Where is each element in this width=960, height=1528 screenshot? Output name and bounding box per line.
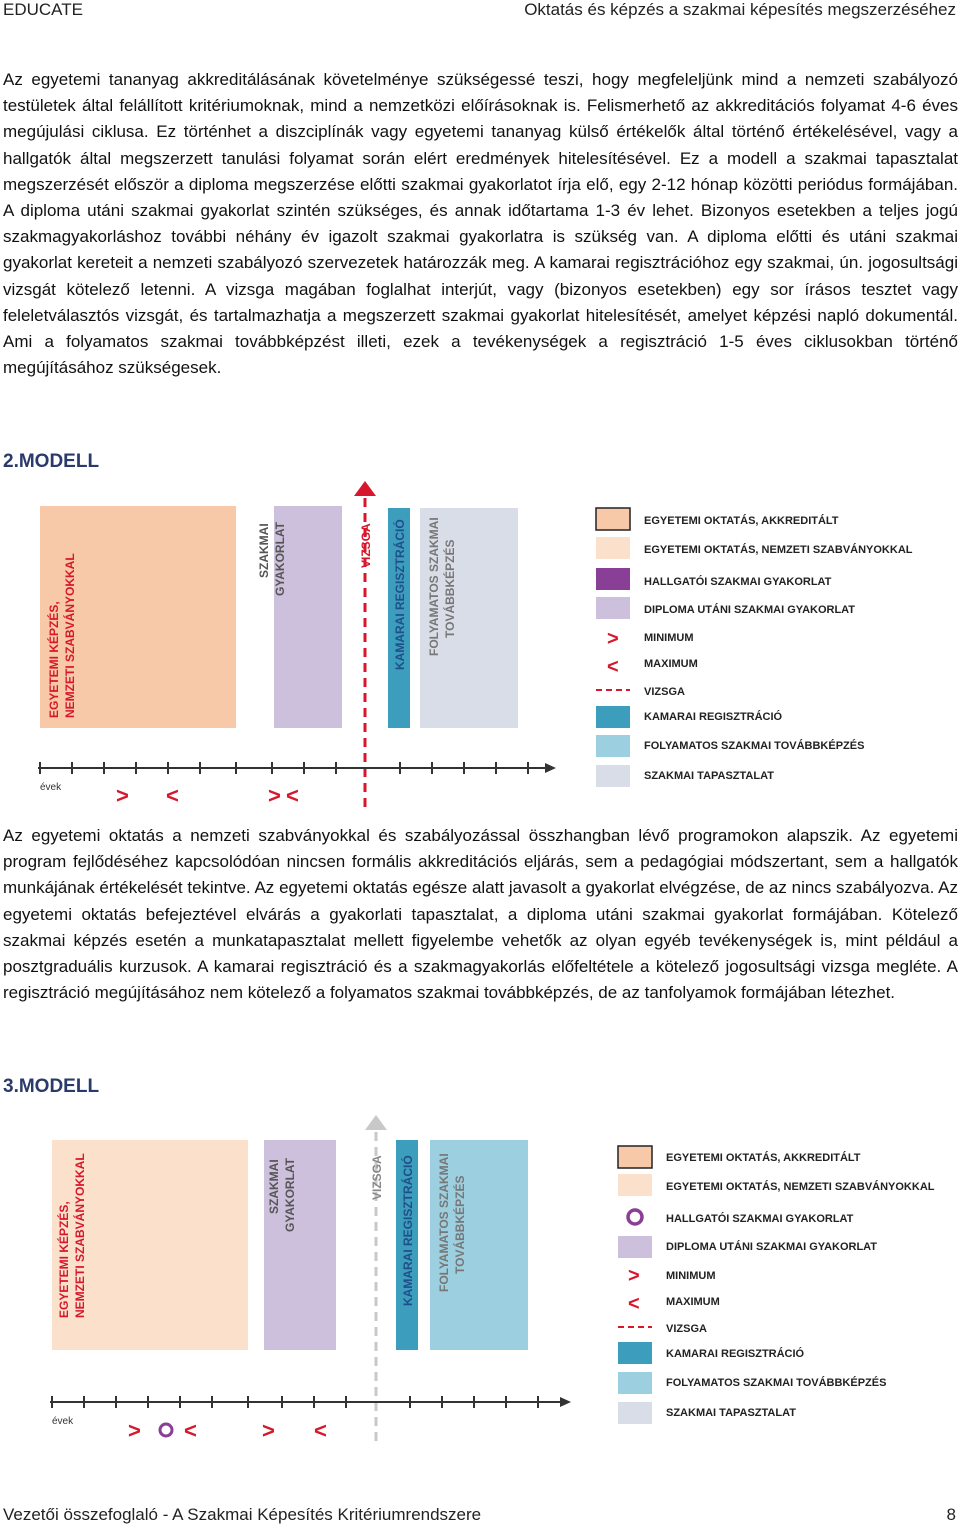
minimum-mark: > <box>116 783 129 808</box>
maximum-mark: < <box>286 783 299 808</box>
practice-label-2: GYAKORLAT <box>273 521 287 596</box>
legend-swatch-post-diploma <box>596 597 630 619</box>
header-right: Oktatás és képzés a szakmai képesítés megszerzéséhez <box>524 0 956 19</box>
cpd-label-1: FOLYAMATOS SZAKMAI <box>437 1153 451 1292</box>
legend-item: EGYETEMI OKTATÁS, AKKREDITÁLT <box>644 515 839 527</box>
legend-swatch-student-practice <box>596 568 630 590</box>
maximum-mark: < <box>166 783 179 808</box>
paragraph-2: Az egyetemi oktatás a nemzeti szabványokkal és szabályozással összhangban lévő programokon alapszik. Az egyetemi program fejlődéséhez kapcsolódóan nincsen formális akkreditációs eljárás, sem a pedagógiai módszertant, sem a hallgatók munkájának értékelését tekintve. Az egyetemi oktatás egésze alatt javasolt a gyakorlat elvégzése, de az nincs szabályozva. Az egyetemi oktatás befejeztével elvárás a gyakorlati tapasztalat, a diploma utáni szakmai gyakorlat formájában. Kötelező szakmai képzés esetén a munkatapasztalat mellett figyelembe vehetők az olyan egyéb tevékenységek is, mint például a posztgraduális kurzusok. A kamarai regisztráció és a szakmagyakorlás előfeltétele a kötelező jogosultsági vizsga megléte. A regisztráció megújításához nem kötelező a folyamatos szakmai továbbképzés, de az tanfolyamok formájában létezhet. <box>3 826 958 1003</box>
registration-label: KAMARAI REGISZTRÁCIÓ <box>401 1155 415 1306</box>
legend-item: EGYETEMI OKTATÁS, NEMZETI SZABVÁNYOKKAL <box>644 544 913 556</box>
legend-swatch-experience <box>618 1402 652 1424</box>
practice-label-1: SZAKMAI <box>257 523 271 578</box>
legend-item: VIZSGA <box>644 686 685 698</box>
legend-item: MINIMUM <box>666 1270 716 1282</box>
exam-marker-icon <box>365 1115 387 1130</box>
legend-item: FOLYAMATOS SZAKMAI TOVÁBBKÉPZÉS <box>666 1377 887 1389</box>
exam-label: VIZSGA <box>359 523 373 568</box>
legend-item: SZAKMAI TAPASZTALAT <box>666 1407 796 1419</box>
legend-maximum-icon: < <box>607 656 619 678</box>
legend-swatch-registration <box>618 1342 652 1364</box>
legend-swatch-experience <box>596 765 630 787</box>
cpd-label-1: FOLYAMATOS SZAKMAI <box>427 517 441 656</box>
minimum-mark: > <box>128 1418 141 1443</box>
axis-label: évek <box>40 782 62 793</box>
practice-label-1: SZAKMAI <box>267 1159 281 1214</box>
axis-label: évek <box>52 1416 74 1427</box>
legend-swatch-accredited <box>618 1146 652 1168</box>
legend-item: SZAKMAI TAPASZTALAT <box>644 770 774 782</box>
legend-item: DIPLOMA UTÁNI SZAKMAI GYAKORLAT <box>666 1241 878 1253</box>
model-2-diagram <box>0 478 960 818</box>
legend-swatch-registration <box>596 706 630 728</box>
maximum-mark: < <box>314 1418 327 1443</box>
timeline-axis <box>50 1396 571 1408</box>
legend-maximum-icon: < <box>628 1293 640 1315</box>
university-label-1: EGYETEMI KÉPZÉS, <box>57 1201 71 1318</box>
legend-swatch-accredited <box>596 508 630 530</box>
exam-label: VIZSGA <box>370 1155 384 1200</box>
student-practice-marker-icon <box>160 1424 172 1436</box>
maximum-mark: < <box>184 1418 197 1443</box>
footer-title: Vezetői összefoglaló - A Szakmai Képesítés Kritériumrendszere <box>3 1505 482 1524</box>
legend-swatch-cpd <box>596 735 630 757</box>
timeline-axis <box>38 762 556 774</box>
legend-minimum-icon: > <box>628 1265 640 1287</box>
legend-item: DIPLOMA UTÁNI SZAKMAI GYAKORLAT <box>644 604 856 616</box>
university-label-2: NEMZETI SZABVÁNYOKKAL <box>73 1153 87 1318</box>
legend-minimum-icon: > <box>607 628 619 650</box>
legend-item: HALLGATÓI SZAKMAI GYAKORLAT <box>666 1213 854 1225</box>
page-number: 8 <box>946 1505 956 1524</box>
legend <box>596 508 913 787</box>
university-label-1: EGYETEMI KÉPZÉS, <box>47 601 61 718</box>
legend-item: KAMARAI REGISZTRÁCIÓ <box>666 1348 805 1360</box>
legend-student-practice-icon <box>628 1210 642 1224</box>
legend-swatch-national <box>618 1174 652 1196</box>
legend-item: KAMARAI REGISZTRÁCIÓ <box>644 711 783 723</box>
cpd-label-2: TOVÁBBKÉPZÉS <box>453 1175 467 1274</box>
header-left: EDUCATE <box>3 0 83 19</box>
paragraph-1: Az egyetemi tananyag akkreditálásának követelménye szükségessé teszi, hogy megfeleljünk mind a nemzeti szabályozó testületek által felállított kritériumoknak, mind a nemzetközi előírásoknak is. Felismerhető az akkreditációs folyamat 4-6 éves megújulási ciklusa. Ez történhet a diszciplínák vagy egyetemi tananyag külső értékelők által történő értékelésével, vagy a hallgatók által megszerzett tanulási folyamat során elért eredmények hitelesítésével. Ez a modell a szakmai tapasztalat megszerzését először a diploma megszerzése előtti szakmai gyakorlatot írja elő, egy 2-12 hónap közötti periódus formájában. A diploma utáni szakmai gyakorlat szintén szükséges, és annak időtartama 1-3 év lehet. Bizonyos esetekben a teljes jogú szakmagyakorláshoz további néhány év igazolt szakmai gyakorlatra is szükség van. A diploma előtti és utáni szakmai gyakorlat kereteit a nemzeti szabályozó szervezetek határozzák meg. A kamarai regisztrációhoz egy szakmai, ún. jogosultsági vizsgát kötelező letenni. A vizsga magában foglalhat interjút, vagy (bizonyos esetekben) egy sor írásos tesztet vagy feleletválasztós vizsgát, és tartalmazhatja a megszerzett szakmai gyakorlat hitelesítését, amelyet képzési napló dokumentál. Ami a folyamatos szakmai továbbképzést illeti, ezek a tevékenységek a regisztráció 1-5 éves ciklusokban történő megújításához szükségesek. <box>3 70 958 378</box>
legend-swatch-cpd <box>618 1372 652 1394</box>
legend-swatch-post-diploma <box>618 1236 652 1258</box>
registration-label: KAMARAI REGISZTRÁCIÓ <box>393 519 407 670</box>
legend-item: MINIMUM <box>644 632 694 644</box>
model-3-diagram <box>0 1110 960 1455</box>
cpd-label-2: TOVÁBBKÉPZÉS <box>443 539 457 638</box>
legend-item: EGYETEMI OKTATÁS, NEMZETI SZABVÁNYOKKAL <box>666 1181 935 1193</box>
legend-item: MAXIMUM <box>644 658 698 670</box>
practice-label-2: GYAKORLAT <box>283 1157 297 1232</box>
legend-item: FOLYAMATOS SZAKMAI TOVÁBBKÉPZÉS <box>644 740 865 752</box>
exam-marker-icon <box>354 481 376 496</box>
legend <box>618 1146 935 1424</box>
university-label-2: NEMZETI SZABVÁNYOKKAL <box>63 553 77 718</box>
legend-item: EGYETEMI OKTATÁS, AKKREDITÁLT <box>666 1152 861 1164</box>
page-header <box>0 0 960 22</box>
legend-item: MAXIMUM <box>666 1296 720 1308</box>
legend-item: HALLGATÓI SZAKMAI GYAKORLAT <box>644 576 832 588</box>
section-3-title: 3.MODELL <box>3 1076 100 1097</box>
section-2-title: 2.MODELL <box>3 451 100 472</box>
legend-item: VIZSGA <box>666 1323 707 1335</box>
minimum-mark: > <box>262 1418 275 1443</box>
minimum-mark: > <box>268 783 281 808</box>
legend-swatch-national <box>596 537 630 559</box>
